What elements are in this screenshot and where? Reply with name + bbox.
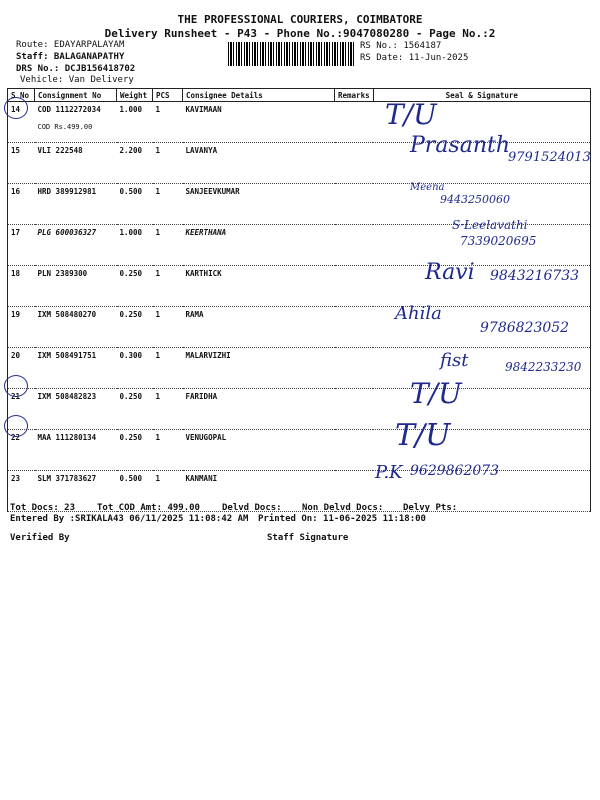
handwritten-tu-mark: T/U [385,98,437,131]
cell-weight: 0.250 [117,266,153,307]
barcode [228,42,356,66]
cod-amount-note: COD Rs.499.00 [37,123,93,131]
handwritten-phone: 7339020695 [460,234,537,248]
cell-pcs: 1 [153,102,183,143]
handwritten-phone: 9842233230 [505,360,582,374]
cell-consignment: PLN 2389300 [35,266,117,307]
cell-remarks [335,184,374,225]
cell-remarks [335,307,374,348]
cell-pcs: 1 [153,389,183,430]
total-docs: Tot Docs: 23 [10,503,76,513]
handwritten-signature: Ahila [395,303,442,324]
hand-circle-mark [4,97,28,119]
cell-consignment: PLG 600036327 [35,225,117,266]
company-title: THE PROFESSIONAL COURIERS, COIMBATORE [177,13,423,26]
cell-consignee: LAVANYA [183,143,335,184]
cell-sno: 19 [8,307,35,348]
handwritten-name: S·Leelavathi [452,218,528,232]
handwritten-tu-mark: T/U [410,377,462,410]
cell-consignment: SLM 371783627 [35,471,117,512]
table-row [8,348,591,389]
cell-consignee: RAMA [183,307,335,348]
handwritten-phone: 9786823052 [480,320,570,336]
entered-by: Entered By :SRIKALA43 06/11/2025 11:08:42 AM [10,514,249,524]
handwritten-phone: 9629862073 [410,463,500,479]
cell-remarks [335,225,374,266]
cell-consignment: IXM 508482823 [35,389,117,430]
col-remarks: Remarks [335,89,374,102]
table-row [8,471,591,512]
cell-consignee: KAVIMAAN [183,102,335,143]
cell-weight: 1.000 [117,225,153,266]
cell-sno: 15 [8,143,35,184]
cell-weight: 1.000 [117,102,153,143]
verified-by-label: Verified By [10,533,70,543]
cell-pcs: 1 [153,307,183,348]
handwritten-phone: 9443250060 [440,193,510,206]
cell-remarks [335,389,374,430]
cell-sno: 17 [8,225,35,266]
cell-consignment: VLI 222548 [35,143,117,184]
cell-pcs: 1 [153,348,183,389]
runsheet-subtitle: Delivery Runsheet - P43 - Phone No.:9047080280 - Page No.:2 [104,27,496,40]
cell-pcs: 1 [153,225,183,266]
cell-remarks [335,143,374,184]
staff-label: Staff: BALAGANAPATHY [16,52,125,62]
cell-consignee: KEERTHANA [183,225,335,266]
cell-sno: 14 [8,102,35,143]
cell-remarks [335,266,374,307]
total-cod-amount: Tot COD Amt: 499.00 [97,503,200,513]
cell-sno: 23 [8,471,35,512]
col-sno: S No [8,89,35,102]
cell-weight: 0.250 [117,430,153,471]
handwritten-name: Meena [410,182,445,193]
cell-consignee: KARTHICK [183,266,335,307]
cell-sno: 20 [8,348,35,389]
col-seal-signature: Seal & Signature [373,89,590,102]
cell-pcs: 1 [153,430,183,471]
cell-consignment: IXM 508491751 [35,348,117,389]
route-label: Route: EDAYARPALAYAM [16,40,125,50]
handwritten-tu-mark: T/U [395,418,451,453]
delivered-docs: Delvd Docs: [222,503,282,513]
handwritten-signature: Prasanth [410,133,511,158]
col-consignment: Consignment No [35,89,117,102]
cell-weight: 0.250 [117,307,153,348]
col-consignee: Consignee Details [183,89,335,102]
cell-consignment: COD 1112272034 COD Rs.499.00 [35,102,117,143]
cell-weight: 0.250 [117,389,153,430]
table-row [8,389,591,430]
cell-consignee: FARIDHA [183,389,335,430]
vehicle-label: Vehicle: Van Delivery [20,75,134,85]
cell-pcs: 1 [153,184,183,225]
staff-signature-label: Staff Signature [267,533,349,543]
cell-sno: 21 [8,389,35,430]
rs-number: RS No.: 1564187 [360,41,442,51]
cell-weight: 0.500 [117,471,153,512]
cell-pcs: 1 [153,471,183,512]
drs-label: DRS No.: DCJB156418702 [16,64,136,74]
cell-consignee: MALARVIZHI [183,348,335,389]
table-header-row [8,89,591,102]
cell-consignee: KANMANI [183,471,335,512]
cell-weight: 0.300 [117,348,153,389]
cell-consignee: VENUGOPAL [183,430,335,471]
cell-remarks [335,430,374,471]
handwritten-phone: 9791524013 [508,150,591,165]
col-weight: Weight [117,89,153,102]
rs-date: RS Date: 11-Jun-2025 [360,53,469,63]
cell-consignee: SANJEEVKUMAR [183,184,335,225]
delivery-points: Delvy Pts: [403,503,458,513]
handwritten-signature: P.K [375,462,403,483]
cell-weight: 0.500 [117,184,153,225]
cell-sno: 22 [8,430,35,471]
cell-remarks [335,102,374,143]
cell-sno: 18 [8,266,35,307]
cell-consignment: IXM 508480270 [35,307,117,348]
cell-consignment: HRD 389912981 [35,184,117,225]
non-delivered-docs: Non Delvd Docs: [302,503,384,513]
cell-weight: 2.200 [117,143,153,184]
handwritten-signature: Ravi [425,260,475,285]
handwritten-phone: 9843216733 [490,268,580,284]
col-pcs: PCS [153,89,183,102]
hand-circle-mark [4,375,28,397]
printed-on: Printed On: 11-06-2025 11:18:00 [258,514,426,524]
cell-sno: 16 [8,184,35,225]
cell-pcs: 1 [153,266,183,307]
cell-consignment: MAA 111280134 [35,430,117,471]
handwritten-signature: fist [440,350,469,371]
cell-remarks [335,348,374,389]
cell-pcs: 1 [153,143,183,184]
table-row [8,430,591,471]
hand-circle-mark [4,415,28,437]
